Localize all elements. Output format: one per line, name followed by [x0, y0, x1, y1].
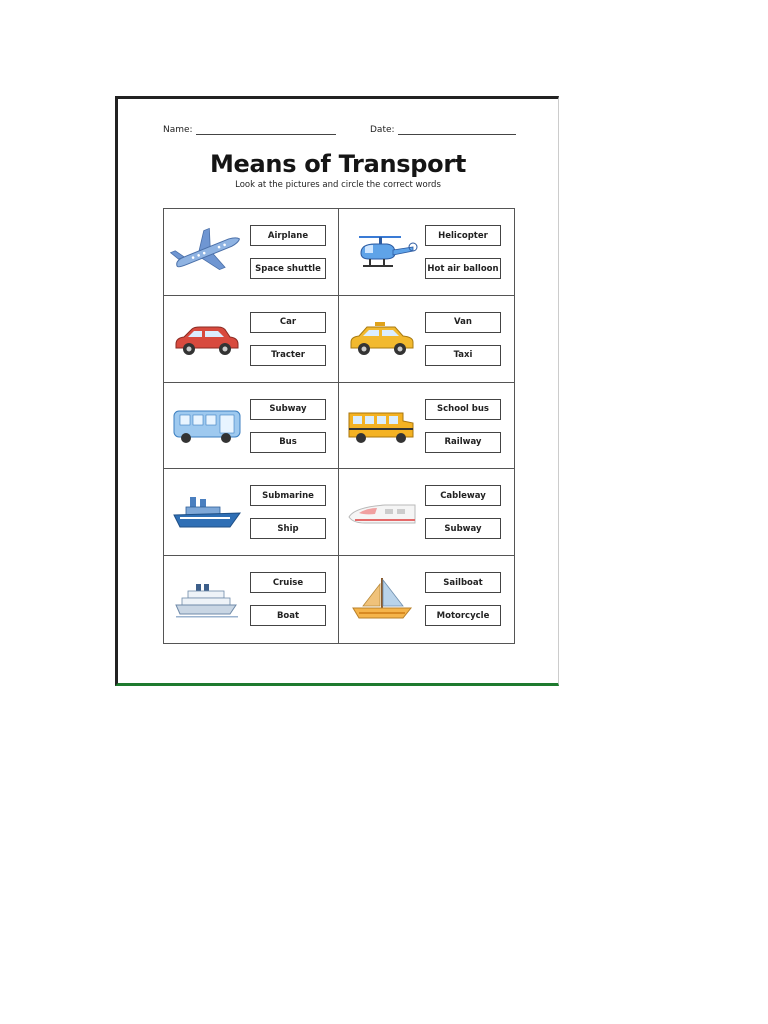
option-school-bus[interactable]: School bus — [425, 399, 501, 420]
option-tracter[interactable]: Tracter — [250, 345, 326, 366]
grid-cell — [164, 296, 339, 383]
worksheet-page — [115, 96, 559, 686]
grid-cell — [164, 556, 339, 643]
name-line — [196, 133, 336, 135]
option-helicopter[interactable]: Helicopter — [425, 225, 501, 246]
instruction-text: Look at the pictures and circle the correct words — [235, 180, 441, 190]
option-boat[interactable]: Boat — [250, 605, 326, 626]
grid-cell — [164, 383, 339, 470]
transport-grid — [163, 208, 515, 644]
option-bus[interactable]: Bus — [250, 432, 326, 453]
grid-cell — [339, 296, 514, 383]
grid-cell — [339, 556, 514, 643]
page-title: Means of Transport — [209, 150, 467, 178]
car-icon — [170, 314, 244, 364]
option-subway-2[interactable]: Subway — [425, 518, 501, 539]
date-field[interactable] — [370, 125, 516, 135]
school-bus-icon — [345, 401, 419, 451]
date-label: Date: — [370, 125, 395, 135]
ship-icon — [170, 487, 244, 537]
option-space-shuttle[interactable]: Space shuttle — [250, 258, 326, 279]
airplane-icon — [170, 227, 244, 277]
option-car[interactable]: Car — [250, 312, 326, 333]
sailboat-icon — [345, 574, 419, 624]
bus-icon — [170, 401, 244, 451]
option-cableway[interactable]: Cableway — [425, 485, 501, 506]
option-cruise[interactable]: Cruise — [250, 572, 326, 593]
option-railway[interactable]: Railway — [425, 432, 501, 453]
option-airplane[interactable]: Airplane — [250, 225, 326, 246]
option-sailboat[interactable]: Sailboat — [425, 572, 501, 593]
option-hot-air-balloon[interactable]: Hot air balloon — [425, 258, 501, 279]
bullet-train-icon — [345, 487, 419, 537]
taxi-icon — [345, 314, 419, 364]
option-taxi[interactable]: Taxi — [425, 345, 501, 366]
grid-cell — [164, 209, 339, 296]
option-motorcycle[interactable]: Motorcycle — [425, 605, 501, 626]
option-subway[interactable]: Subway — [250, 399, 326, 420]
option-submarine[interactable]: Submarine — [250, 485, 326, 506]
grid-cell — [339, 383, 514, 470]
name-field[interactable] — [163, 125, 336, 135]
grid-cell — [339, 469, 514, 556]
option-ship[interactable]: Ship — [250, 518, 326, 539]
grid-cell — [339, 209, 514, 296]
grid-cell — [164, 469, 339, 556]
name-label: Name: — [163, 125, 193, 135]
option-van[interactable]: Van — [425, 312, 501, 333]
helicopter-icon — [345, 227, 419, 277]
cruise-ship-icon — [170, 574, 244, 624]
date-line — [398, 133, 516, 135]
